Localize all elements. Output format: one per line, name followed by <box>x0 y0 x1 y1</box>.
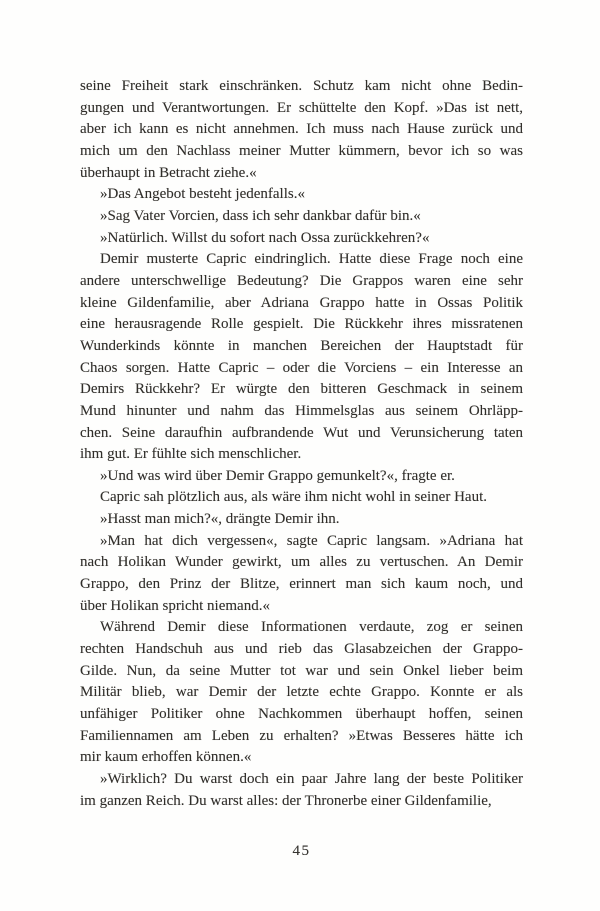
text-line: Demirs Rückkehr? Er würgte den bitteren Geschmack in seinem <box>80 381 523 398</box>
text-line: Chaos sorgen. Hatte Capric – oder die Vorciens – ein Interesse an <box>80 359 523 376</box>
text-line: »Und was wird über Demir Grappo gemunkelt?«, fragte er. <box>100 467 455 484</box>
text-line: gungen und Verantwortungen. Er schüttelte den Kopf. »Das ist nett, <box>80 99 523 116</box>
text-line: Capric sah plötzlich aus, als wäre ihm nicht wohl in seiner Haut. <box>100 489 487 506</box>
paragraph <box>80 531 523 618</box>
paragraph <box>80 249 523 466</box>
text-line: Grappo, den Prinz der Blitze, erinnert man sich kaum noch, und <box>80 576 523 593</box>
paragraph <box>80 617 523 769</box>
paragraph <box>80 228 523 250</box>
text-line: Demir musterte Capric eindringlich. Hatte diese Frage noch eine <box>100 251 523 268</box>
paragraph <box>80 466 523 488</box>
text-line: »Natürlich. Willst du sofort nach Ossa zurückkehren?« <box>100 229 430 246</box>
text-line: eine herausragende Rolle gespielt. Die Rückkehr ihres missratenen <box>80 316 523 333</box>
page-number: 45 <box>292 843 311 859</box>
text-line: im ganzen Reich. Du warst alles: der Thronerbe einer Gildenfamilie, <box>80 792 492 809</box>
paragraph <box>80 509 523 531</box>
text-line: Gilde. Nun, da seine Mutter tot war und sein Onkel lieber beim <box>80 662 523 679</box>
text-line: Militär blieb, war Demir der letzte echte Grappo. Konnte er als <box>80 684 523 701</box>
paragraph <box>80 184 523 206</box>
text-line: »Wirklich? Du warst doch ein paar Jahre lang der beste Politiker <box>100 771 523 787</box>
text-line: kleine Gildenfamilie, aber Adriana Grappo hatte in Ossas Politik <box>80 294 523 311</box>
text-line: chen. Seine daraufhin aufbrandende Wut und Verunsicherung taten <box>80 424 523 441</box>
text-line: Während Demir diese Informationen verdaute, zog er seinen <box>100 619 523 636</box>
text-line: über Holikan spricht niemand.« <box>80 597 270 614</box>
paragraph <box>80 769 523 812</box>
text-line: »Sag Vater Vorcien, dass ich sehr dankbar dafür bin.« <box>100 207 421 224</box>
text-line: ihm gut. Er fühlte sich menschlicher. <box>80 446 302 463</box>
page-text <box>80 76 523 812</box>
text-line: unfähiger Politiker ohne Nachkommen überhaupt hoffen, seinen <box>80 706 523 723</box>
text-line: »Man hat dich vergessen«, sagte Capric langsam. »Adriana hat <box>100 532 523 549</box>
text-line: aber ich kann es nicht annehmen. Ich muss nach Hause zurück und <box>80 121 523 138</box>
text-line: Mund hinunter und nahm das Himmelsglas aus seinem Ohrläpp- <box>80 402 523 419</box>
text-line: »Hasst man mich?«, drängte Demir ihn. <box>100 511 340 528</box>
text-line: überhaupt in Betracht ziehe.« <box>80 164 257 181</box>
text-line: nach Holikan Wunder gewirkt, um alles zu vertuschen. An Demir <box>80 554 523 571</box>
text-line: »Das Angebot besteht jedenfalls.« <box>100 186 305 203</box>
text-line: Familiennamen am Leben zu erhalten? »Etwas Besseres hätte ich <box>80 727 523 744</box>
paragraph <box>80 76 523 184</box>
text-line: seine Freiheit stark einschränken. Schutz kam nicht ohne Bedin- <box>80 78 523 94</box>
text-line: rechten Handschuh aus und rieb das Glasabzeichen der Grappo- <box>80 641 523 658</box>
paragraph <box>80 487 523 509</box>
text-line: mich um den Nachlass meiner Mutter kümmern, bevor ich so was <box>80 142 523 159</box>
paragraph <box>80 206 523 228</box>
text-line: andere unterschwellige Bedeutung? Die Grappos waren eine sehr <box>80 272 523 289</box>
text-line: mir kaum erhoffen können.« <box>80 749 252 766</box>
text-line: Wunderkinds könnte in manchen Bereichen der Hauptstadt für <box>80 337 523 354</box>
